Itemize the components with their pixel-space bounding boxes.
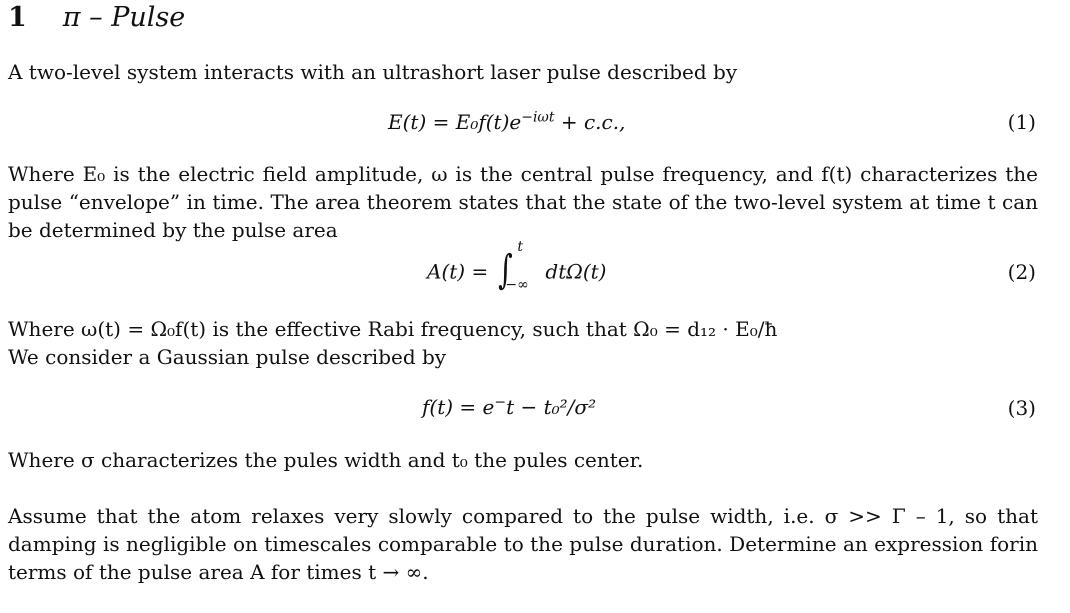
equation-3 xyxy=(422,395,596,419)
equation-3-lhs: f(t) = e xyxy=(422,395,495,419)
equation-2-lhs: A(t) = xyxy=(427,259,495,284)
section-heading xyxy=(8,2,185,33)
rabi-paragraph: Where ω(t) = Ω₀f(t) is the effective Rabi frequency, such that Ω₀ = d₁₂ · E₀/ħ xyxy=(8,317,778,341)
width-paragraph: Where σ characterizes the pules width and t₀ the pules center. xyxy=(8,448,644,472)
gaussian-intro: We consider a Gaussian pulse described by xyxy=(8,345,447,369)
equation-1 xyxy=(388,110,625,134)
integral-sign: ∫ xyxy=(497,247,513,293)
equation-2-rhs: dtΩ(t) xyxy=(545,259,607,284)
equation-1-rhs: + c.c., xyxy=(554,110,626,134)
integral-lower-limit: −∞ xyxy=(505,277,529,293)
section-title: π – Pulse xyxy=(62,2,186,33)
question-paragraph: Assume that the atom relaxes very slowly compared to the pulse width, i.e. σ >> Γ – 1, so that damping is negligible on timescales comparable to the pulse duration. Determine an expression forin terms of the pulse area A for times t → ∞. xyxy=(8,504,1038,584)
integral-limits xyxy=(505,239,545,293)
equation-3-exponent: − xyxy=(494,394,507,411)
equation-2-number: (2) xyxy=(1007,260,1036,284)
definitions-paragraph: Where E₀ is the electric field amplitude, ω is the central pulse frequency, and f(t) characterizes the pulse “envelope” in time. The area theorem states that the state of the two-level system at time t can be determined by the pulse area xyxy=(8,162,1038,242)
section-number: 1 xyxy=(8,2,27,33)
equation-1-number: (1) xyxy=(1007,110,1036,134)
equation-1-exponent: −iωt xyxy=(521,109,555,126)
intro-paragraph: A two-level system interacts with an ultrashort laser pulse described by xyxy=(8,60,738,84)
equation-3-number: (3) xyxy=(1007,396,1036,420)
equation-2 xyxy=(427,239,607,296)
equation-3-rhs: t − t₀²/σ² xyxy=(506,395,597,419)
equation-1-lhs: E(t) = E₀f(t)e xyxy=(388,110,522,134)
integral-upper-limit: t xyxy=(517,239,524,255)
